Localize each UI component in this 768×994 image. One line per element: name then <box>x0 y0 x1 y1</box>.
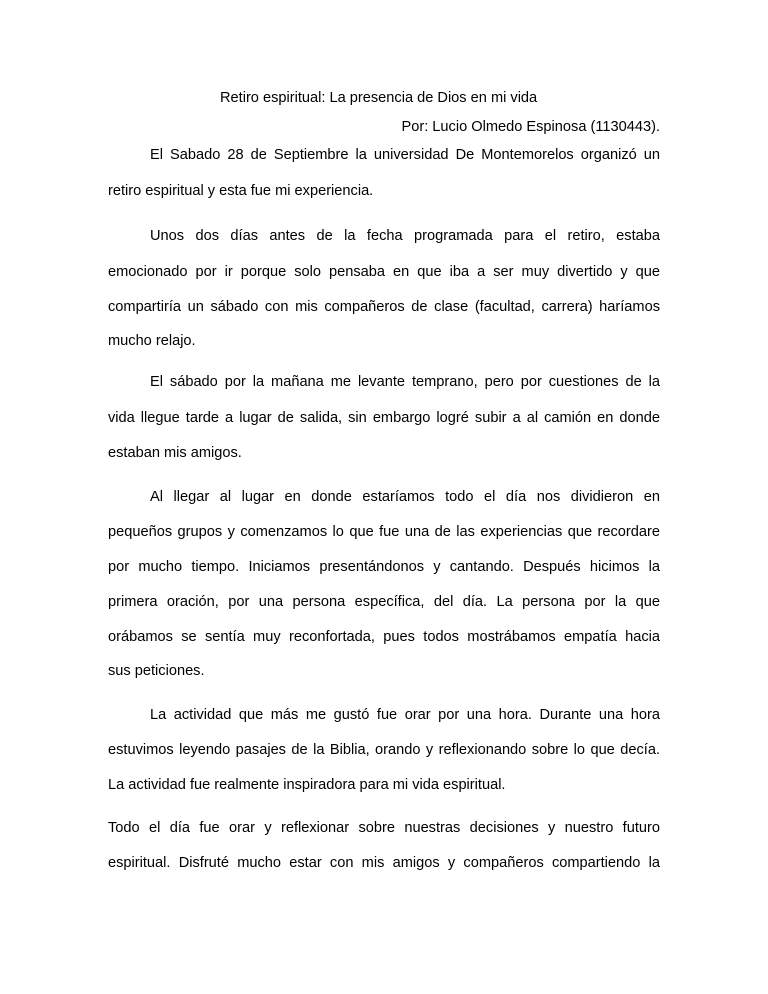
text-line: mucho relajo. <box>108 333 196 349</box>
text-line: El Sabado 28 de Septiembre la universidad De Montemorelos organizó un <box>150 147 660 163</box>
text-line: La actividad fue realmente inspiradora para mi vida espiritual. <box>108 777 506 793</box>
text-line: por mucho tiempo. Iniciamos presentándonos y cantando. Después hicimos la <box>108 559 660 575</box>
document-title: Retiro espiritual: La presencia de Dios en mi vida <box>220 90 538 106</box>
text-line: Todo el día fue orar y reflexionar sobre nuestras decisiones y nuestro futuro <box>108 820 660 836</box>
document-author: Por: Lucio Olmedo Espinosa (1130443). <box>401 119 660 135</box>
text-line: El sábado por la mañana me levante temprano, pero por cuestiones de la <box>150 374 660 390</box>
text-line: compartiría un sábado con mis compañeros de clase (facultad, carrera) haríamos <box>108 299 660 315</box>
text-line: vida llegue tarde a lugar de salida, sin embargo logré subir a al camión en donde <box>108 410 660 426</box>
text-line: orábamos se sentía muy reconfortada, pues todos mostrábamos empatía hacia <box>108 629 660 645</box>
text-line: sus peticiones. <box>108 663 205 679</box>
text-line: primera oración, por una persona específica, del día. La persona por la que <box>108 594 660 610</box>
text-line: retiro espiritual y esta fue mi experiencia. <box>108 183 374 199</box>
text-line: espiritual. Disfruté mucho estar con mis amigos y compañeros compartiendo la <box>108 855 660 871</box>
text-line: Al llegar al lugar en donde estaríamos todo el día nos dividieron en <box>150 489 660 505</box>
text-line: pequeños grupos y comenzamos lo que fue una de las experiencias que recordare <box>108 524 660 540</box>
text-line: emocionado por ir porque solo pensaba en que iba a ser muy divertido y que <box>108 264 660 280</box>
text-line: Unos dos días antes de la fecha programada para el retiro, estaba <box>150 228 660 244</box>
text-line: La actividad que más me gustó fue orar por una hora. Durante una hora <box>150 707 660 723</box>
text-line: estuvimos leyendo pasajes de la Biblia, orando y reflexionando sobre lo que decía. <box>108 742 660 758</box>
text-line: estaban mis amigos. <box>108 445 242 461</box>
